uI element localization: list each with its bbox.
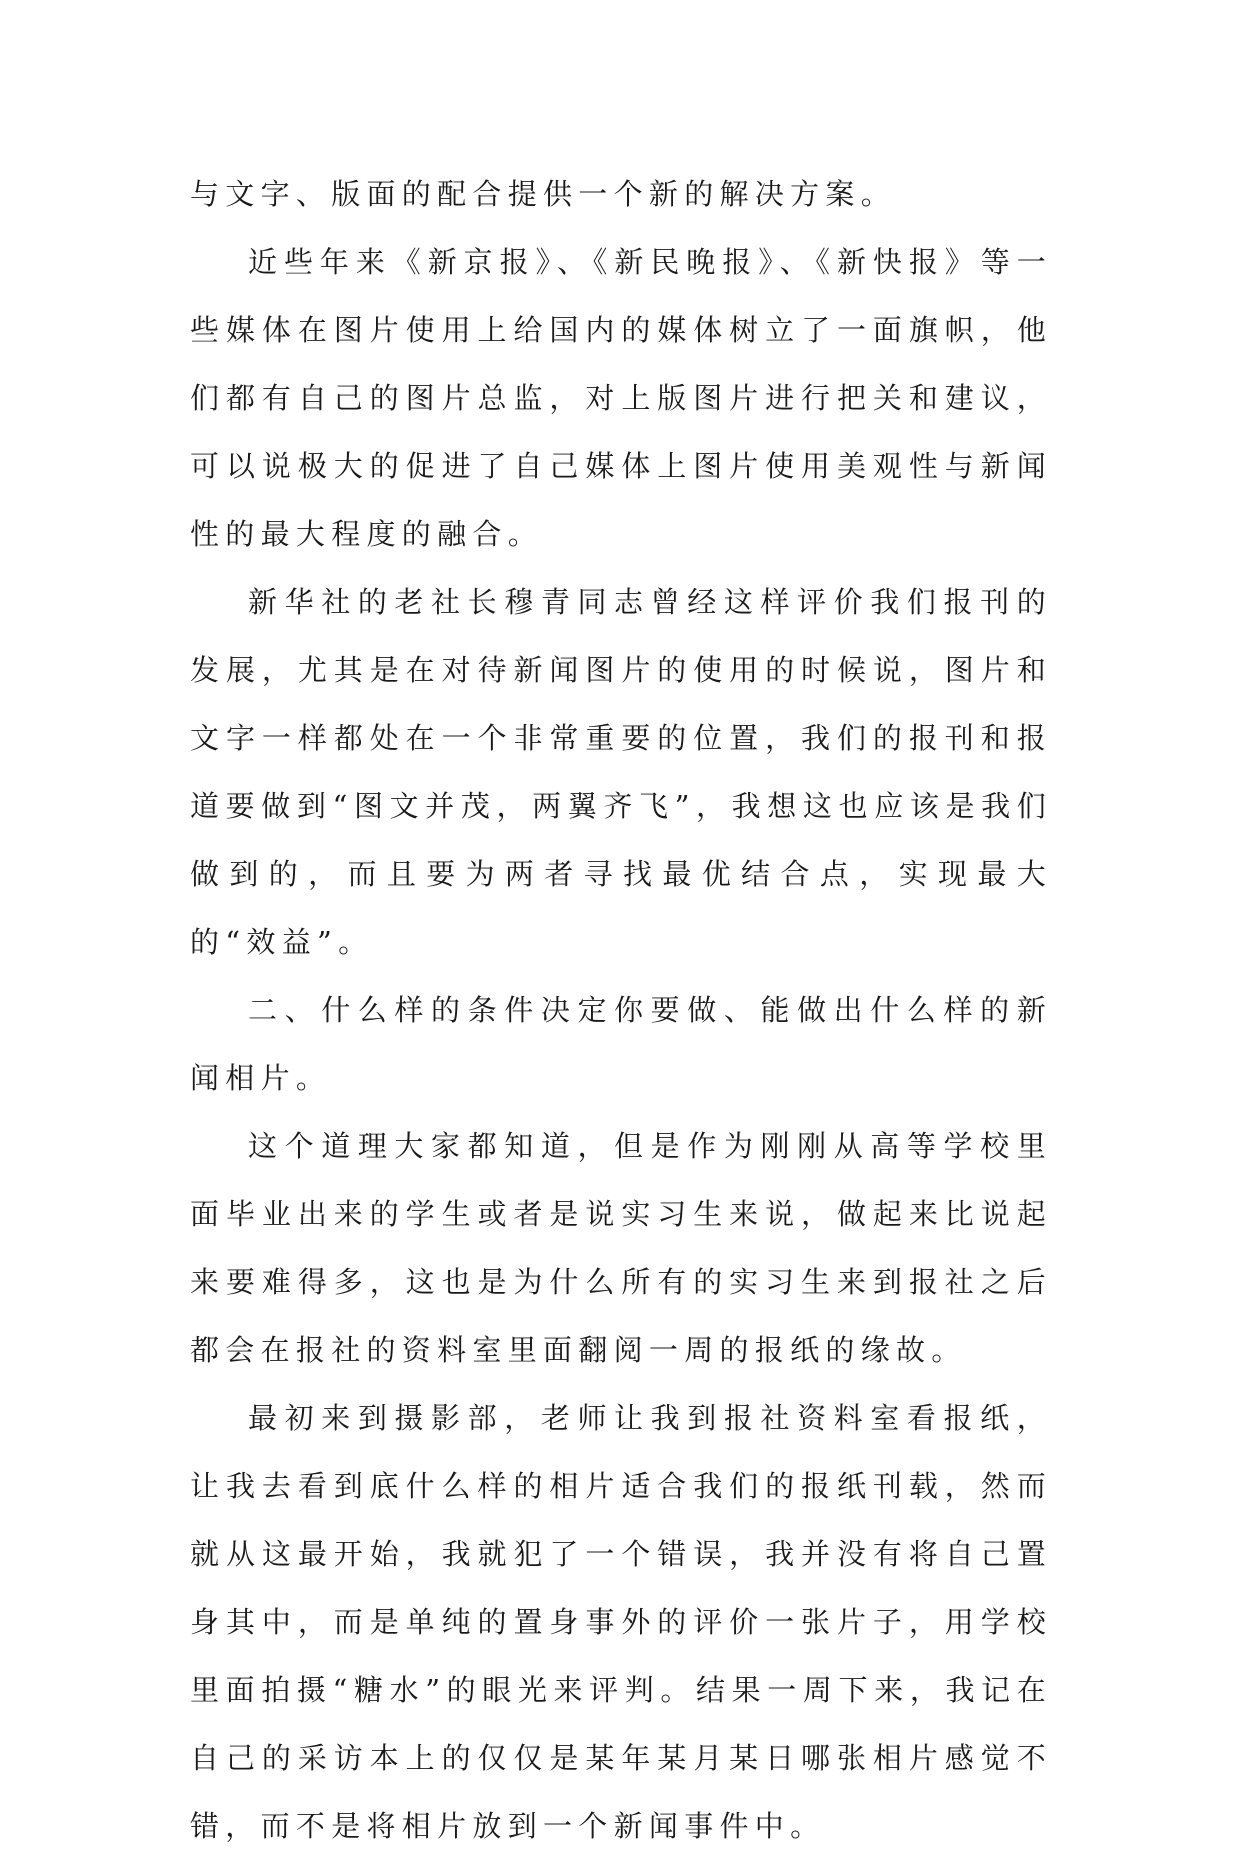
paragraph-first-experience: 最初来到摄影部，老师让我到报社资料室看报纸，让我去看到底什么样的相片适合我们的报纸刊载，然而就从这最开始，我就犯了一个错误，我并没有将自己置身其中，而是单纯的置身事外的评价一张片子，用学校里面拍摄“糖水”的眼光来评判。结果一周下来，我记在自己的采访本上的仅仅是某年某月某日哪张相片感觉不错，而不是将相片放到一个新闻事件中。 — [190, 1401, 1052, 1843]
document-body — [190, 160, 1052, 1860]
section-heading-conditions: 二、什么样的条件决定你要做、能做出什么样的新闻相片。 — [190, 993, 1052, 1095]
paragraph-xinhua-quote: 新华社的老社长穆青同志曾经这样评价我们报刊的发展，尤其是在对待新闻图片的使用的时候说，图片和文字一样都处在一个非常重要的位置，我们的报刊和报道要做到“图文并茂，两翼齐飞”，我想这也应该是我们做到的，而且要为两者寻找最优结合点，实现最大的“效益”。 — [190, 585, 1052, 959]
paragraph-continuation: 与文字、版面的配合提供一个新的解决方案。 — [190, 177, 897, 211]
paragraph-media-examples: 近些年来《新京报》、《新民晚报》、《新快报》等一些媒体在图片使用上给国内的媒体树立了一面旗帜，他们都有自己的图片总监，对上版图片进行把关和建议，可以说极大的促进了自己媒体上图片使用美观性与新闻性的最大程度的融合。 — [190, 245, 1052, 551]
paragraph-interns: 这个道理大家都知道，但是作为刚刚从高等学校里面毕业出来的学生或者是说实习生来说，做起来比说起来要难得多，这也是为什么所有的实习生来到报社之后都会在报社的资料室里面翻阅一周的报纸的缘故。 — [190, 1129, 1052, 1367]
